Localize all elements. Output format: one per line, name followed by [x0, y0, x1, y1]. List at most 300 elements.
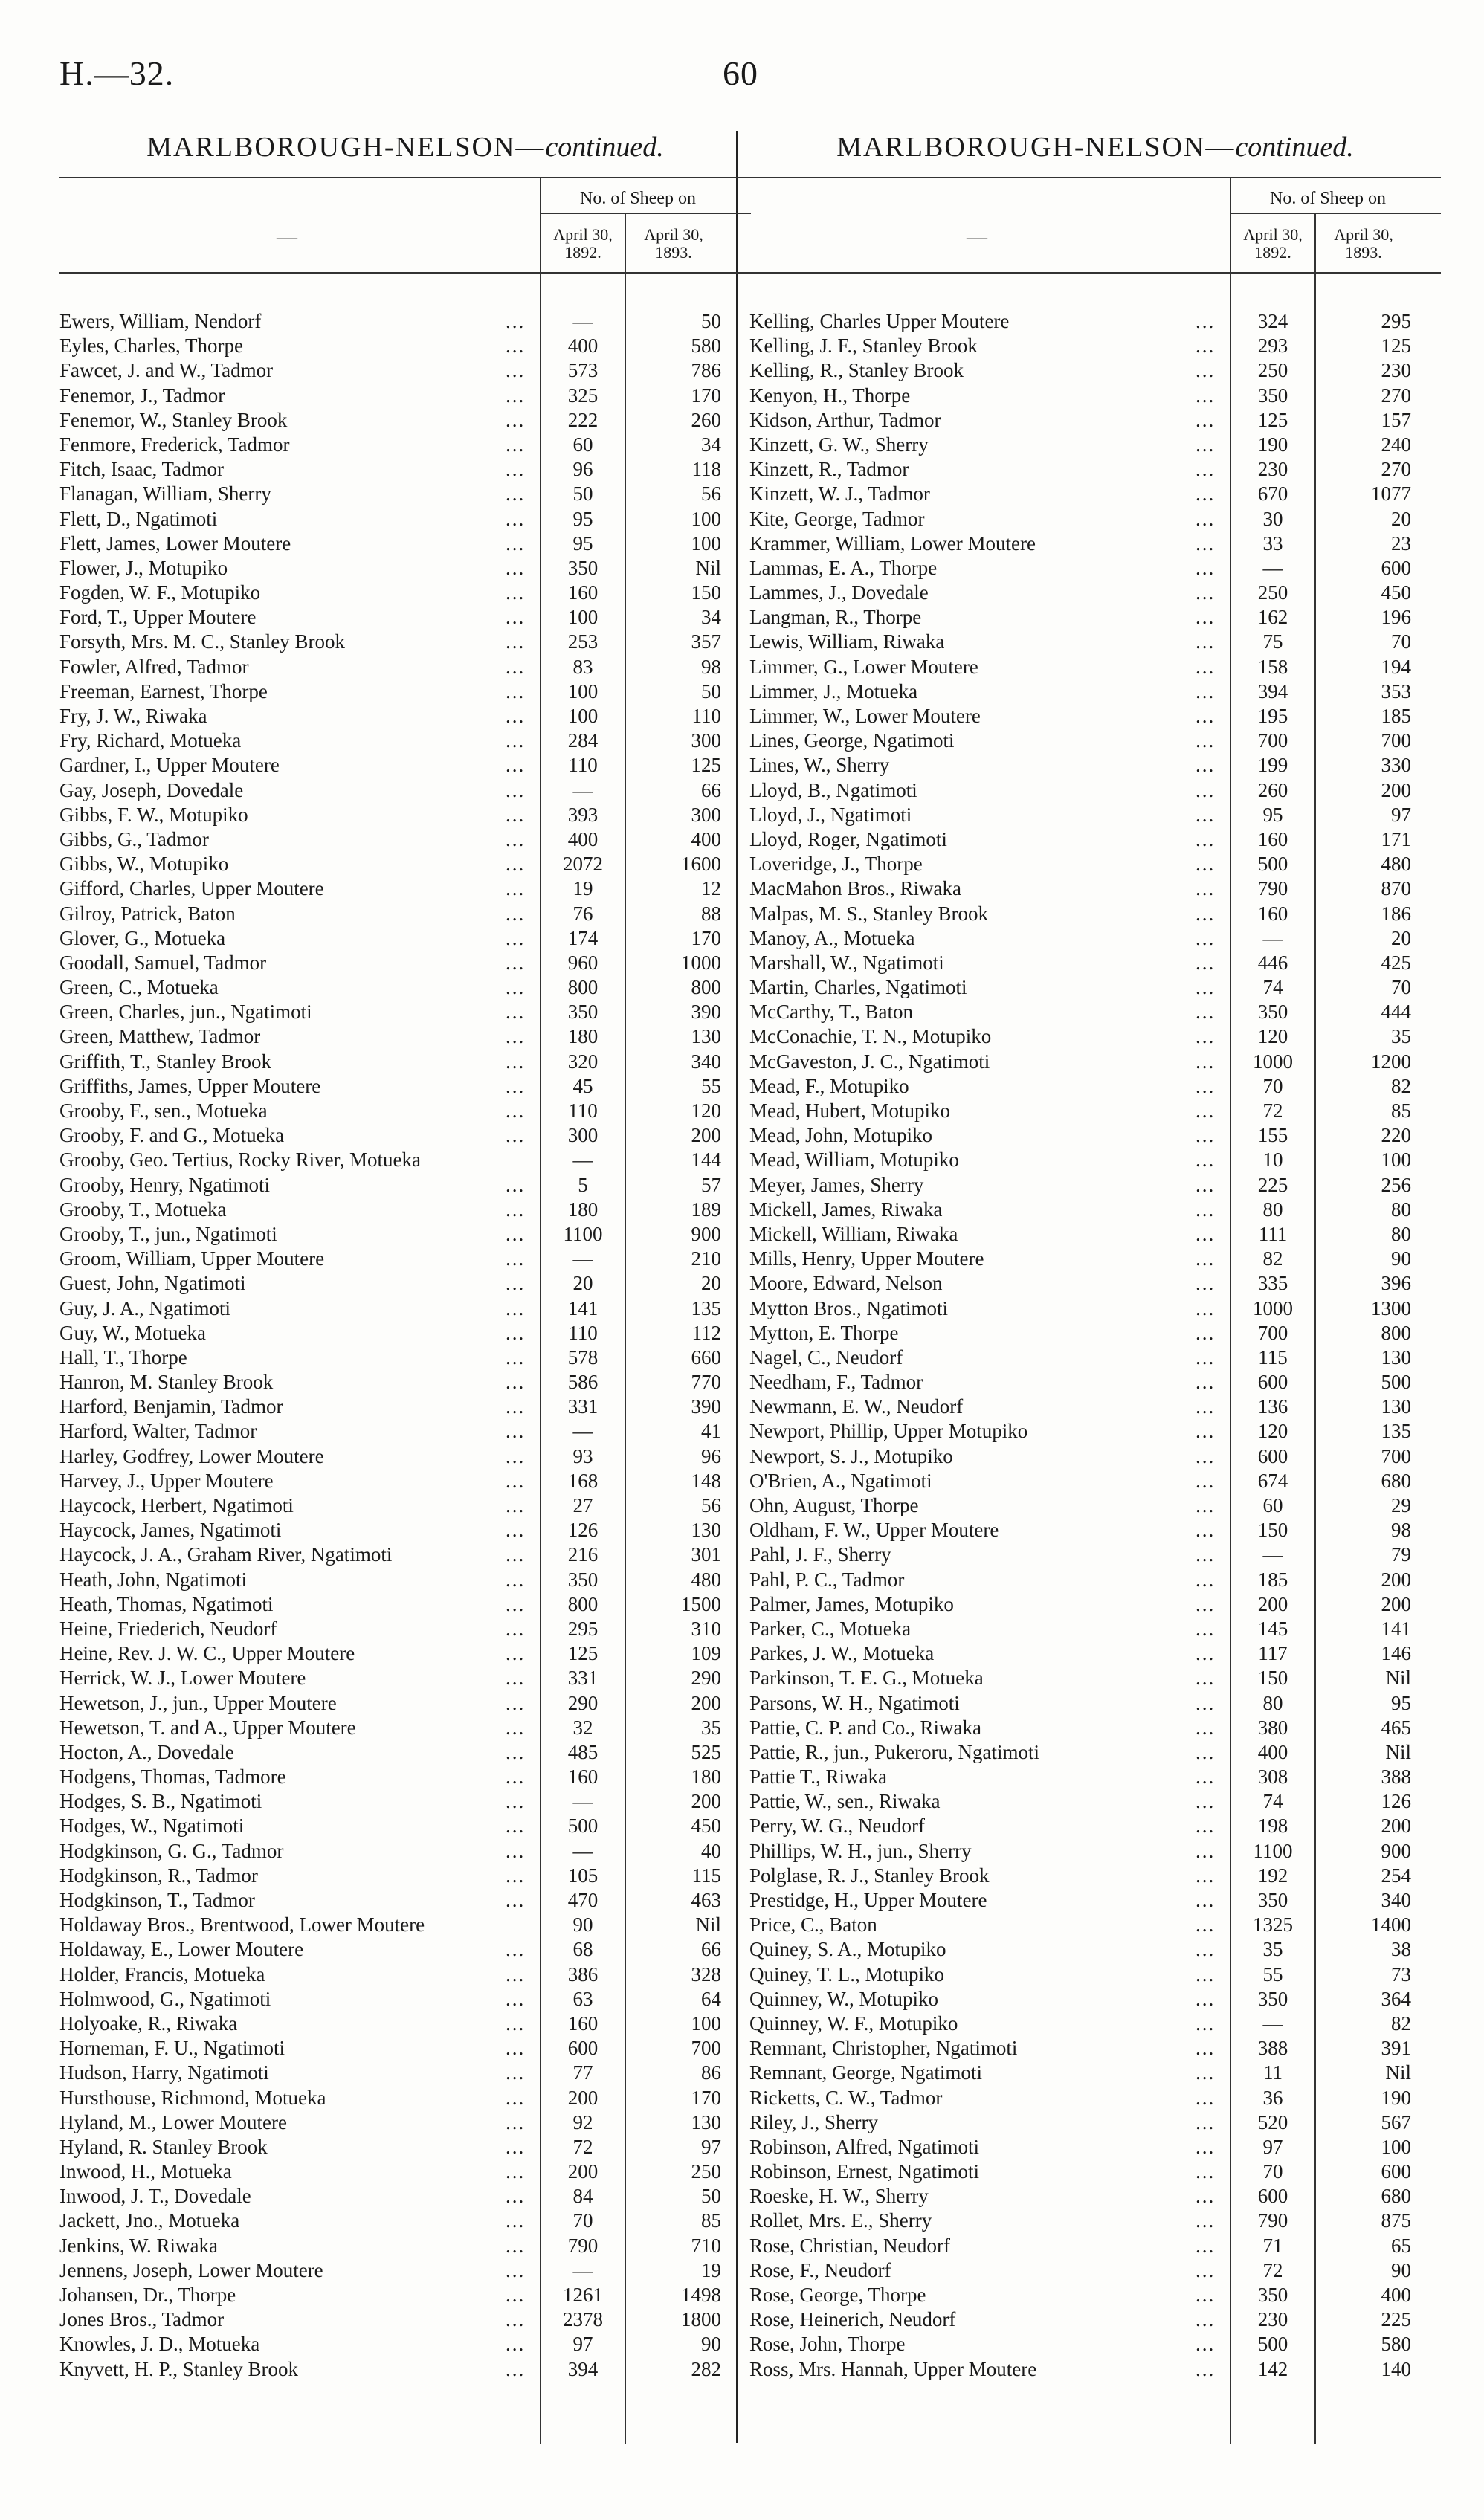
sheep-1892-cell: 72 [572, 2135, 593, 2158]
sheep-1892-cell: 520 [1257, 2110, 1288, 2133]
sheep-1892-cell: 71 [1262, 2234, 1283, 2257]
leader-dots: ... [1196, 1740, 1216, 1763]
table-row [59, 1641, 751, 1666]
sheep-1892-cell: 600 [1257, 2185, 1288, 2208]
leader-dots: ... [1196, 1519, 1216, 1542]
sheep-1893-cell: 12 [701, 877, 721, 900]
owner-name: Lammes, J., Dovedale [749, 581, 929, 604]
leader-dots: ... [1196, 926, 1216, 949]
sheep-1893-cell: 900 [1381, 1839, 1411, 1862]
table-row [59, 1000, 751, 1024]
leader-dots: ... [506, 803, 526, 826]
sheep-1892-cell: 388 [1257, 2037, 1288, 2060]
sheep-1893-cell: 85 [701, 2209, 721, 2232]
sheep-1892-cell: 45 [572, 1074, 593, 1097]
leader-dots: ... [506, 1371, 526, 1394]
leader-dots: ... [1196, 1617, 1216, 1640]
sheep-1893-cell: 301 [691, 1543, 721, 1566]
sheep-1892-cell: 125 [567, 1642, 599, 1665]
table-row [749, 1962, 1441, 1987]
sheep-1892-cell: 60 [572, 433, 593, 456]
owner-name: Lines, W., Sherry [749, 754, 890, 777]
sheep-1893-cell: 115 [691, 1864, 721, 1887]
sheep-1893-cell: 328 [691, 1962, 721, 1986]
sheep-1892-cell: 33 [1262, 532, 1283, 555]
sheep-1892-cell: 250 [1257, 581, 1288, 604]
leader-dots: ... [506, 1519, 526, 1542]
owner-name: Quinney, W., Motupiko [749, 1987, 939, 2010]
sheep-1893-cell: 185 [1381, 705, 1411, 727]
sheep-1893-cell: 580 [1381, 2333, 1411, 2356]
sheep-1892-cell: 260 [1257, 778, 1288, 801]
leader-dots: ... [506, 556, 526, 579]
sheep-1892-cell: 290 [567, 1691, 599, 1714]
table-row [59, 1987, 751, 2012]
leader-dots: ... [506, 1469, 526, 1492]
owner-name: Inwood, J. T., Dovedale [59, 2185, 251, 2208]
leader-dots: ... [506, 853, 526, 876]
leader-dots: ... [1196, 1247, 1216, 1270]
owner-name: Flanagan, William, Sherry [59, 482, 271, 505]
leader-dots: ... [1196, 1371, 1216, 1394]
table-row [59, 1074, 751, 1099]
leader-dots: ... [1196, 1469, 1216, 1492]
owner-name: Polglase, R. J., Stanley Brook [749, 1864, 990, 1887]
table-row [59, 1691, 751, 1716]
owner-name: Fogden, W. F., Motupiko [59, 581, 261, 604]
sheep-1892-cell: 20 [572, 1272, 593, 1295]
table-row [59, 482, 751, 506]
owner-name: McCarthy, T., Baton [749, 1001, 913, 1024]
leader-dots: ... [506, 2357, 526, 2380]
sheep-1893-cell: 97 [701, 2135, 721, 2158]
table-row [749, 2332, 1441, 2356]
owner-name: Fenemor, W., Stanley Brook [59, 408, 288, 431]
table-row [749, 482, 1441, 506]
sheep-1893-cell: 20 [1391, 507, 1411, 530]
sheep-1892-cell: 95 [572, 532, 593, 555]
sheep-1892-cell: 225 [1257, 1173, 1288, 1196]
owner-name: Holmwood, G., Ngatimoti [59, 1987, 271, 2010]
sheep-1892-cell: 76 [572, 902, 593, 925]
table-row [749, 1641, 1441, 1666]
sheep-1893-cell: 171 [1381, 827, 1411, 850]
sheep-1892-cell: 105 [567, 1864, 599, 1887]
sheep-1893-cell: 390 [691, 1395, 721, 1418]
owner-name: Hewetson, T. and A., Upper Moutere [59, 1716, 356, 1739]
sheep-1892-cell: 125 [1257, 408, 1288, 431]
sheep-1892-cell: 230 [1257, 2308, 1288, 2331]
sheep-1892-cell: 485 [567, 1740, 599, 1763]
table-row [749, 334, 1441, 358]
leader-dots: ... [506, 926, 526, 949]
table-row [749, 1296, 1441, 1321]
sheep-1892-cell: — [572, 310, 593, 332]
sheep-1892-cell: 394 [1257, 679, 1288, 702]
sheep-1892-cell: 11 [1263, 2061, 1283, 2084]
owner-name: Hodgkinson, R., Tadmor [59, 1864, 258, 1887]
table-row [59, 2036, 751, 2061]
leader-dots: ... [1196, 2061, 1216, 2084]
leader-dots: ... [506, 606, 526, 629]
sheep-1893-cell: 256 [1381, 1173, 1411, 1196]
owner-name: Hursthouse, Richmond, Motueka [59, 2086, 326, 2109]
leader-dots: ... [506, 310, 526, 332]
table-row [749, 581, 1441, 605]
owner-name: Grooby, Henry, Ngatimoti [59, 1173, 270, 1196]
leader-dots: ... [506, 1222, 526, 1245]
owner-name: Remnant, Christopher, Ngatimoti [749, 2037, 1018, 2060]
sheep-1892-cell: 400 [1257, 1740, 1288, 1763]
leader-dots: ... [506, 1198, 526, 1221]
table-row [59, 753, 751, 778]
sheep-1893-cell: 1400 [1371, 1913, 1411, 1936]
owner-name: Parsons, W. H., Ngatimoti [749, 1691, 960, 1714]
leader-dots: ... [1196, 1148, 1216, 1172]
leader-dots: ... [1196, 433, 1216, 456]
leader-dots: ... [506, 1962, 526, 1986]
owner-name: Holdaway Bros., Brentwood, Lower Moutere [59, 1913, 425, 1936]
leader-dots: ... [1196, 2308, 1216, 2331]
sheep-1892-cell: 150 [1257, 1519, 1288, 1542]
leader-dots: ... [506, 482, 526, 505]
sheep-1893-cell: 400 [691, 827, 721, 850]
owner-name: Kelling, J. F., Stanley Brook [749, 335, 978, 358]
sheep-1893-cell: 600 [1381, 2160, 1411, 2183]
leader-dots: ... [506, 2086, 526, 2109]
leader-dots: ... [506, 532, 526, 555]
leader-dots: ... [506, 507, 526, 530]
sheep-1892-cell: 1100 [563, 1222, 603, 1245]
sheep-1892-cell: 470 [567, 1889, 599, 1911]
table-row [59, 1222, 751, 1247]
leader-dots: ... [506, 877, 526, 900]
sheep-1892-cell: 199 [1257, 754, 1288, 777]
table-row [749, 2184, 1441, 2209]
table-row [749, 2135, 1441, 2159]
sheep-1893-cell: 680 [1381, 2185, 1411, 2208]
sheep-1892-cell: — [1262, 1543, 1283, 1566]
table-row [749, 876, 1441, 901]
sheep-1892-cell: 50 [572, 482, 593, 505]
leader-dots: ... [1196, 1839, 1216, 1862]
table-row [749, 630, 1441, 654]
owner-name: Limmer, J., Motueka [749, 679, 918, 702]
sheep-1893-cell: 80 [1391, 1198, 1411, 1221]
sheep-1893-cell: 340 [691, 1050, 721, 1073]
table-row [749, 1173, 1441, 1198]
leader-dots: ... [506, 1001, 526, 1024]
table-row [749, 2159, 1441, 2184]
owner-name: Glover, G., Motueka [59, 926, 226, 949]
sheep-1892-cell: 1000 [1253, 1050, 1293, 1073]
owner-name: Guest, John, Ngatimoti [59, 1272, 246, 1295]
sheep-1892-cell: 84 [572, 2185, 593, 2208]
table-row [749, 951, 1441, 975]
leader-dots: ... [506, 1296, 526, 1319]
sheep-1893-cell: 40 [701, 1839, 721, 1862]
leader-dots: ... [506, 1050, 526, 1073]
sheep-1893-cell: 23 [1391, 532, 1411, 555]
sheep-1893-cell: 1500 [681, 1592, 721, 1615]
table-row [749, 408, 1441, 433]
owner-name: Marshall, W., Ngatimoti [749, 951, 944, 974]
leader-dots: ... [1196, 1913, 1216, 1936]
sheep-1893-cell: 567 [1381, 2110, 1411, 2133]
leader-dots: ... [506, 408, 526, 431]
owner-name: Green, C., Motueka [59, 976, 219, 999]
owner-name: Johansen, Dr., Thorpe [59, 2284, 236, 2306]
sheep-1892-cell: 168 [567, 1469, 599, 1492]
owner-name: Newmann, E. W., Neudorf [749, 1395, 964, 1418]
leader-dots: ... [506, 1938, 526, 1961]
sheep-1893-cell: 300 [691, 803, 721, 826]
owner-name: Lines, George, Ngatimoti [749, 729, 955, 752]
sheep-1893-cell: 240 [1381, 433, 1411, 456]
sheep-1893-cell: 900 [691, 1222, 721, 1245]
leader-dots: ... [1196, 827, 1216, 850]
leader-dots: ... [1196, 482, 1216, 505]
owner-name: Pattie, W., sen., Riwaka [749, 1790, 941, 1813]
sheep-count-header: No. of Sheep on [580, 189, 696, 208]
table-row [749, 827, 1441, 852]
table-row [59, 532, 751, 556]
sheep-1893-cell: 88 [701, 902, 721, 925]
sheep-1892-cell: 63 [572, 1987, 593, 2010]
leader-dots: ... [506, 705, 526, 727]
sheep-1893-cell: 1200 [1371, 1050, 1411, 1073]
sheep-1892-cell: 350 [1257, 1001, 1288, 1024]
leader-dots: ... [506, 458, 526, 481]
leader-dots: ... [506, 1099, 526, 1122]
sheep-1892-cell: 1100 [1253, 1839, 1293, 1862]
table-row [59, 334, 751, 358]
sheep-1892-cell: 500 [567, 1815, 599, 1838]
sheep-1892-cell: 95 [1262, 803, 1283, 826]
table-row [59, 2209, 751, 2233]
table-body [59, 309, 751, 2382]
sheep-1892-cell: 295 [567, 1617, 599, 1640]
leader-dots: ... [1196, 679, 1216, 702]
table-body [749, 309, 1441, 2382]
owner-name: Hall, T., Thorpe [59, 1345, 187, 1369]
sheep-1893-cell: 225 [1381, 2308, 1411, 2331]
sheep-1893-cell: 254 [1381, 1864, 1411, 1887]
table-row [59, 728, 751, 753]
owner-name: Pahl, P. C., Tadmor [749, 1568, 905, 1591]
sheep-1893-cell: 35 [1391, 1025, 1411, 1048]
sheep-1893-cell: 170 [691, 2086, 721, 2109]
leader-dots: ... [1196, 1987, 1216, 2010]
sheep-1892-cell: 32 [572, 1716, 593, 1739]
sheep-1892-cell: 72 [1262, 1099, 1283, 1122]
sheep-1892-cell: 200 [567, 2160, 599, 2183]
sheep-1893-cell: 1600 [681, 853, 721, 876]
owner-name: Grooby, Geo. Tertius, Rocky River, Motueka [59, 1148, 421, 1172]
sheep-1892-cell: 55 [1262, 1962, 1283, 1986]
owner-name: Hewetson, J., jun., Upper Moutere [59, 1691, 337, 1714]
table-row [749, 556, 1441, 581]
table-row [749, 2036, 1441, 2061]
table-row [749, 1099, 1441, 1123]
leader-dots: ... [1196, 2234, 1216, 2257]
sheep-1893-cell: 141 [1381, 1617, 1411, 1640]
sheep-1892-cell: 83 [572, 655, 593, 678]
leader-dots: ... [506, 1815, 526, 1838]
table-row [59, 827, 751, 852]
owner-name: Mead, William, Motupiko [749, 1148, 959, 1172]
leader-dots: ... [506, 1543, 526, 1566]
sheep-1893-cell: 786 [691, 359, 721, 382]
sheep-1893-cell: 200 [1381, 1592, 1411, 1615]
leader-dots: ... [1196, 853, 1216, 876]
table-row [59, 1123, 751, 1148]
sheep-1893-cell: 90 [1391, 2258, 1411, 2281]
sheep-1893-cell: Nil [1385, 1667, 1411, 1690]
leader-dots: ... [1196, 581, 1216, 604]
sheep-1892-cell: 335 [1257, 1272, 1288, 1295]
owner-name: Parkes, J. W., Motueka [749, 1642, 935, 1665]
sheep-1893-cell: 150 [691, 581, 721, 604]
sheep-1893-cell: 79 [1391, 1543, 1411, 1566]
leader-dots: ... [506, 1667, 526, 1690]
leader-dots: ... [1196, 1962, 1216, 1986]
table-row [59, 1937, 751, 1962]
owner-name: Freeman, Earnest, Thorpe [59, 679, 268, 702]
owner-name: Fenemor, J., Tadmor [59, 384, 225, 407]
table-row [59, 1864, 751, 1888]
sheep-1892-cell: 111 [1258, 1222, 1288, 1245]
table-row [749, 1222, 1441, 1247]
table-row [749, 2357, 1441, 2382]
leader-dots: ... [506, 655, 526, 678]
sheep-1892-cell: 1000 [1253, 1296, 1293, 1319]
sheep-1892-cell: 1261 [563, 2284, 603, 2306]
sheep-1893-cell: 170 [691, 926, 721, 949]
table-row [749, 1370, 1441, 1395]
sheep-1893-cell: 770 [691, 1371, 721, 1394]
sheep-1892-cell: — [1262, 2012, 1283, 2035]
owner-name: Ford, T., Upper Moutere [59, 606, 257, 629]
sheep-1892-cell: — [572, 1790, 593, 1813]
leader-dots: ... [506, 778, 526, 801]
sheep-1892-cell: 350 [1257, 1987, 1288, 2010]
leader-dots: ... [1196, 1074, 1216, 1097]
owner-name: Ricketts, C. W., Tadmor [749, 2086, 943, 2109]
sheep-1892-cell: 790 [1257, 877, 1288, 900]
sheep-1893-cell: 196 [1381, 606, 1411, 629]
sheep-1893-cell: 330 [1381, 754, 1411, 777]
sheep-1893-cell: 465 [1381, 1716, 1411, 1739]
sheep-1892-cell: 5 [578, 1173, 588, 1196]
sheep-1893-cell: 100 [691, 2012, 721, 2035]
table-row [59, 457, 751, 482]
sheep-1893-cell: 118 [691, 458, 721, 481]
table-row [749, 778, 1441, 803]
sheep-1892-cell: 110 [568, 754, 598, 777]
sheep-1893-cell: 400 [1381, 2284, 1411, 2306]
table-row [749, 902, 1441, 926]
sheep-1893-cell: 82 [1391, 1074, 1411, 1097]
name-column-header: — [967, 226, 987, 249]
leader-dots: ... [506, 630, 526, 653]
sheep-1892-cell: 180 [567, 1198, 599, 1221]
table-row [59, 1839, 751, 1864]
leader-dots: ... [506, 1272, 526, 1295]
leader-dots: ... [506, 1889, 526, 1911]
owner-name: Flett, D., Ngatimoti [59, 507, 218, 530]
leader-dots: ... [1196, 951, 1216, 974]
owner-name: Rose, F., Neudorf [749, 2258, 891, 2281]
sheep-1893-cell: 66 [701, 1938, 721, 1961]
leader-dots: ... [506, 951, 526, 974]
owner-name: Ewers, William, Nendorf [59, 310, 262, 332]
table-row [59, 581, 751, 605]
owner-name: Harford, Benjamin, Tadmor [59, 1395, 283, 1418]
owner-name: Fitch, Isaac, Tadmor [59, 458, 225, 481]
sheep-1893-cell: 41 [701, 1420, 721, 1443]
sheep-1892-cell: — [572, 2258, 593, 2281]
table-row [749, 2234, 1441, 2258]
table-row [749, 1691, 1441, 1716]
leader-dots: ... [1196, 1938, 1216, 1961]
sheep-1892-cell: — [572, 1148, 593, 1172]
table-row [749, 1937, 1441, 1962]
leader-dots: ... [1196, 1395, 1216, 1418]
table-row [749, 1074, 1441, 1099]
sheep-1892-cell: 100 [567, 679, 599, 702]
owner-name: Newport, S. J., Motupiko [749, 1444, 953, 1467]
leader-dots: ... [1196, 778, 1216, 801]
owner-name: Phillips, W. H., jun., Sherry [749, 1839, 972, 1862]
leader-dots: ... [506, 754, 526, 777]
sheep-1893-cell: 250 [691, 2160, 721, 2183]
owner-name: Hodgkinson, T., Tadmor [59, 1889, 255, 1911]
leader-dots: ... [1196, 1222, 1216, 1245]
owner-name: Kinzett, G. W., Sherry [749, 433, 929, 456]
sheep-1893-cell: 194 [1381, 655, 1411, 678]
sheep-1892-cell: 75 [1262, 630, 1283, 653]
owner-name: Fry, J. W., Riwaka [59, 705, 207, 727]
table-row [59, 2258, 751, 2283]
owner-name: Flower, J., Motupiko [59, 556, 228, 579]
sheep-1892-cell: 158 [1257, 655, 1288, 678]
sheep-1892-cell: 325 [567, 384, 599, 407]
header-rule-mid [1231, 213, 1441, 214]
sheep-1893-cell: 396 [1381, 1272, 1411, 1295]
table-row [59, 951, 751, 975]
owner-name: Green, Matthew, Tadmor [59, 1025, 261, 1048]
leader-dots: ... [1196, 1642, 1216, 1665]
sheep-1892-cell: 790 [567, 2234, 599, 2257]
owner-name: Rose, Heinerich, Neudorf [749, 2308, 956, 2331]
table-row [749, 975, 1441, 1000]
sheep-1892-cell: 160 [1257, 902, 1288, 925]
owner-name: Limmer, W., Lower Moutere [749, 705, 981, 727]
sheep-1892-cell: 600 [1257, 1371, 1288, 1394]
table-row [749, 704, 1441, 728]
sheep-1893-cell: 364 [1381, 1987, 1411, 2010]
leader-dots: ... [1196, 359, 1216, 382]
leader-dots: ... [506, 1691, 526, 1714]
sheep-1893-cell: 90 [701, 2333, 721, 2356]
leader-dots: ... [1196, 1543, 1216, 1566]
sheep-1893-cell: 20 [1391, 926, 1411, 949]
leader-dots: ... [1196, 1272, 1216, 1295]
leader-dots: ... [1196, 976, 1216, 999]
owner-name: Pattie T., Riwaka [749, 1765, 887, 1789]
sheep-1893-cell: 600 [1381, 556, 1411, 579]
